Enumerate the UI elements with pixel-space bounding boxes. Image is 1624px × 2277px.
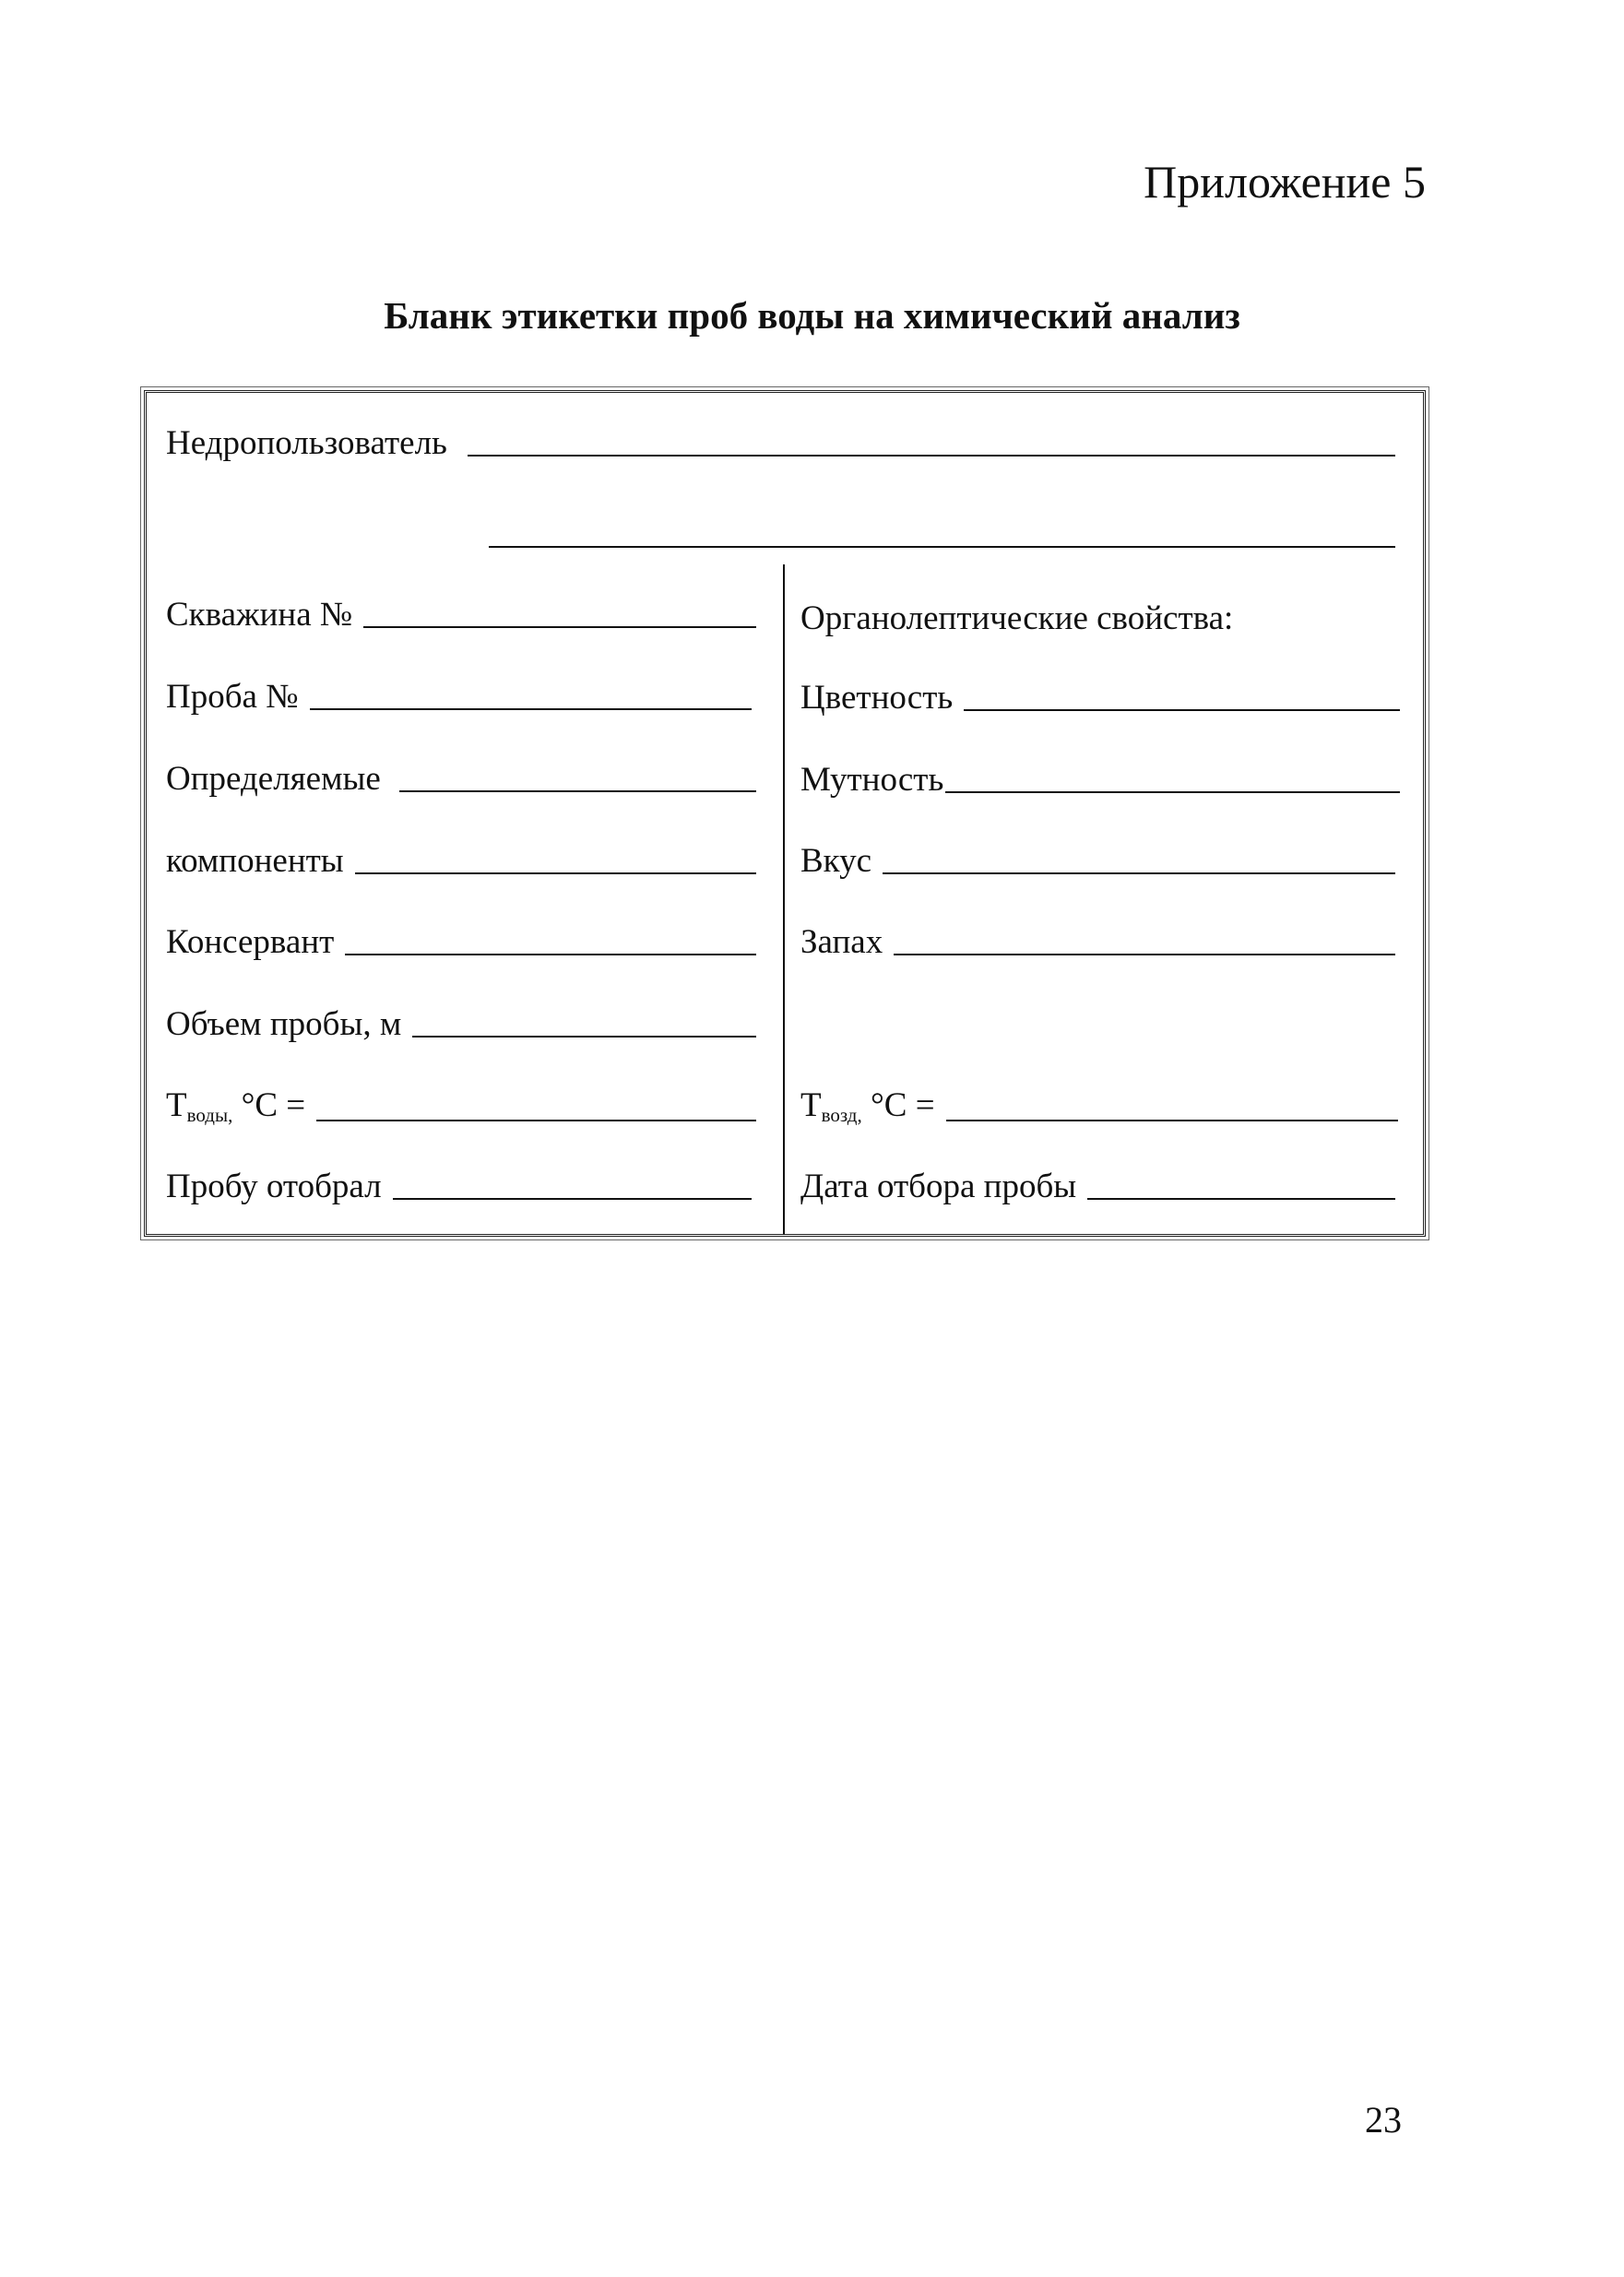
preservative-field [166,925,756,959]
water-temperature-subscript: воды, [186,1104,233,1126]
well-field [166,598,756,632]
water-temperature-field [166,1088,756,1125]
air-temperature-line [946,1120,1398,1121]
sampled-by-field [166,1169,752,1204]
column-divider [783,564,785,1235]
water-temperature-symbol: T [166,1086,187,1124]
air-temperature-unit: °C = [861,1086,935,1124]
taste-field [800,844,1395,878]
water-temperature-unit: °C = [232,1086,306,1124]
color-line [964,709,1400,711]
well-line [363,626,756,628]
page-number: 23 [1365,2099,1402,2141]
air-temperature-symbol: T [800,1086,822,1124]
taste-label: Вкус [800,842,872,880]
sampled-by-line [393,1198,752,1200]
determined-field [166,762,756,796]
air-temperature-subscript: возд, [821,1104,862,1126]
preservative-line [345,954,756,955]
subsoil-user-field [166,426,1395,460]
subsoil-user-line-2 [489,546,1395,548]
turbidity-field [800,763,1400,797]
sample-label: Проба № [166,678,299,716]
determined-line [399,790,756,792]
organoleptic-heading: Органолептические свойства: [800,599,1234,637]
smell-field [800,925,1395,959]
smell-label: Запах [800,923,883,961]
water-temperature-line [316,1120,756,1121]
sample-field [166,680,752,714]
color-label: Цветность [800,679,954,717]
volume-field [166,1007,756,1041]
water-temperature-label [166,1088,305,1125]
subsoil-user-line [468,455,1395,457]
air-temperature-label [800,1088,935,1125]
smell-line [894,954,1395,955]
sample-date-line [1087,1198,1395,1200]
turbidity-label: Мутность [800,761,944,799]
preservative-label: Консервант [166,923,335,961]
subsoil-user-label: Недропользователь [166,424,447,462]
page-title: Бланк этикетки проб воды на химический анализ [384,294,1240,337]
components-line [355,872,756,874]
sample-date-field [800,1169,1395,1204]
sample-line [310,708,752,710]
well-label: Скважина № [166,596,353,634]
volume-label: Объем пробы, м [166,1005,402,1043]
sample-date-label: Дата отбора пробы [800,1168,1077,1205]
determined-label: Определяемые [166,760,381,798]
taste-line [883,872,1395,874]
components-label: компоненты [166,842,344,880]
sampled-by-label: Пробу отобрал [166,1168,382,1205]
air-temperature-field [800,1088,1398,1125]
color-field [800,681,1400,715]
turbidity-line [945,791,1400,793]
components-field [166,844,756,878]
volume-line [412,1036,756,1038]
appendix-heading: Приложение 5 [1144,156,1426,208]
